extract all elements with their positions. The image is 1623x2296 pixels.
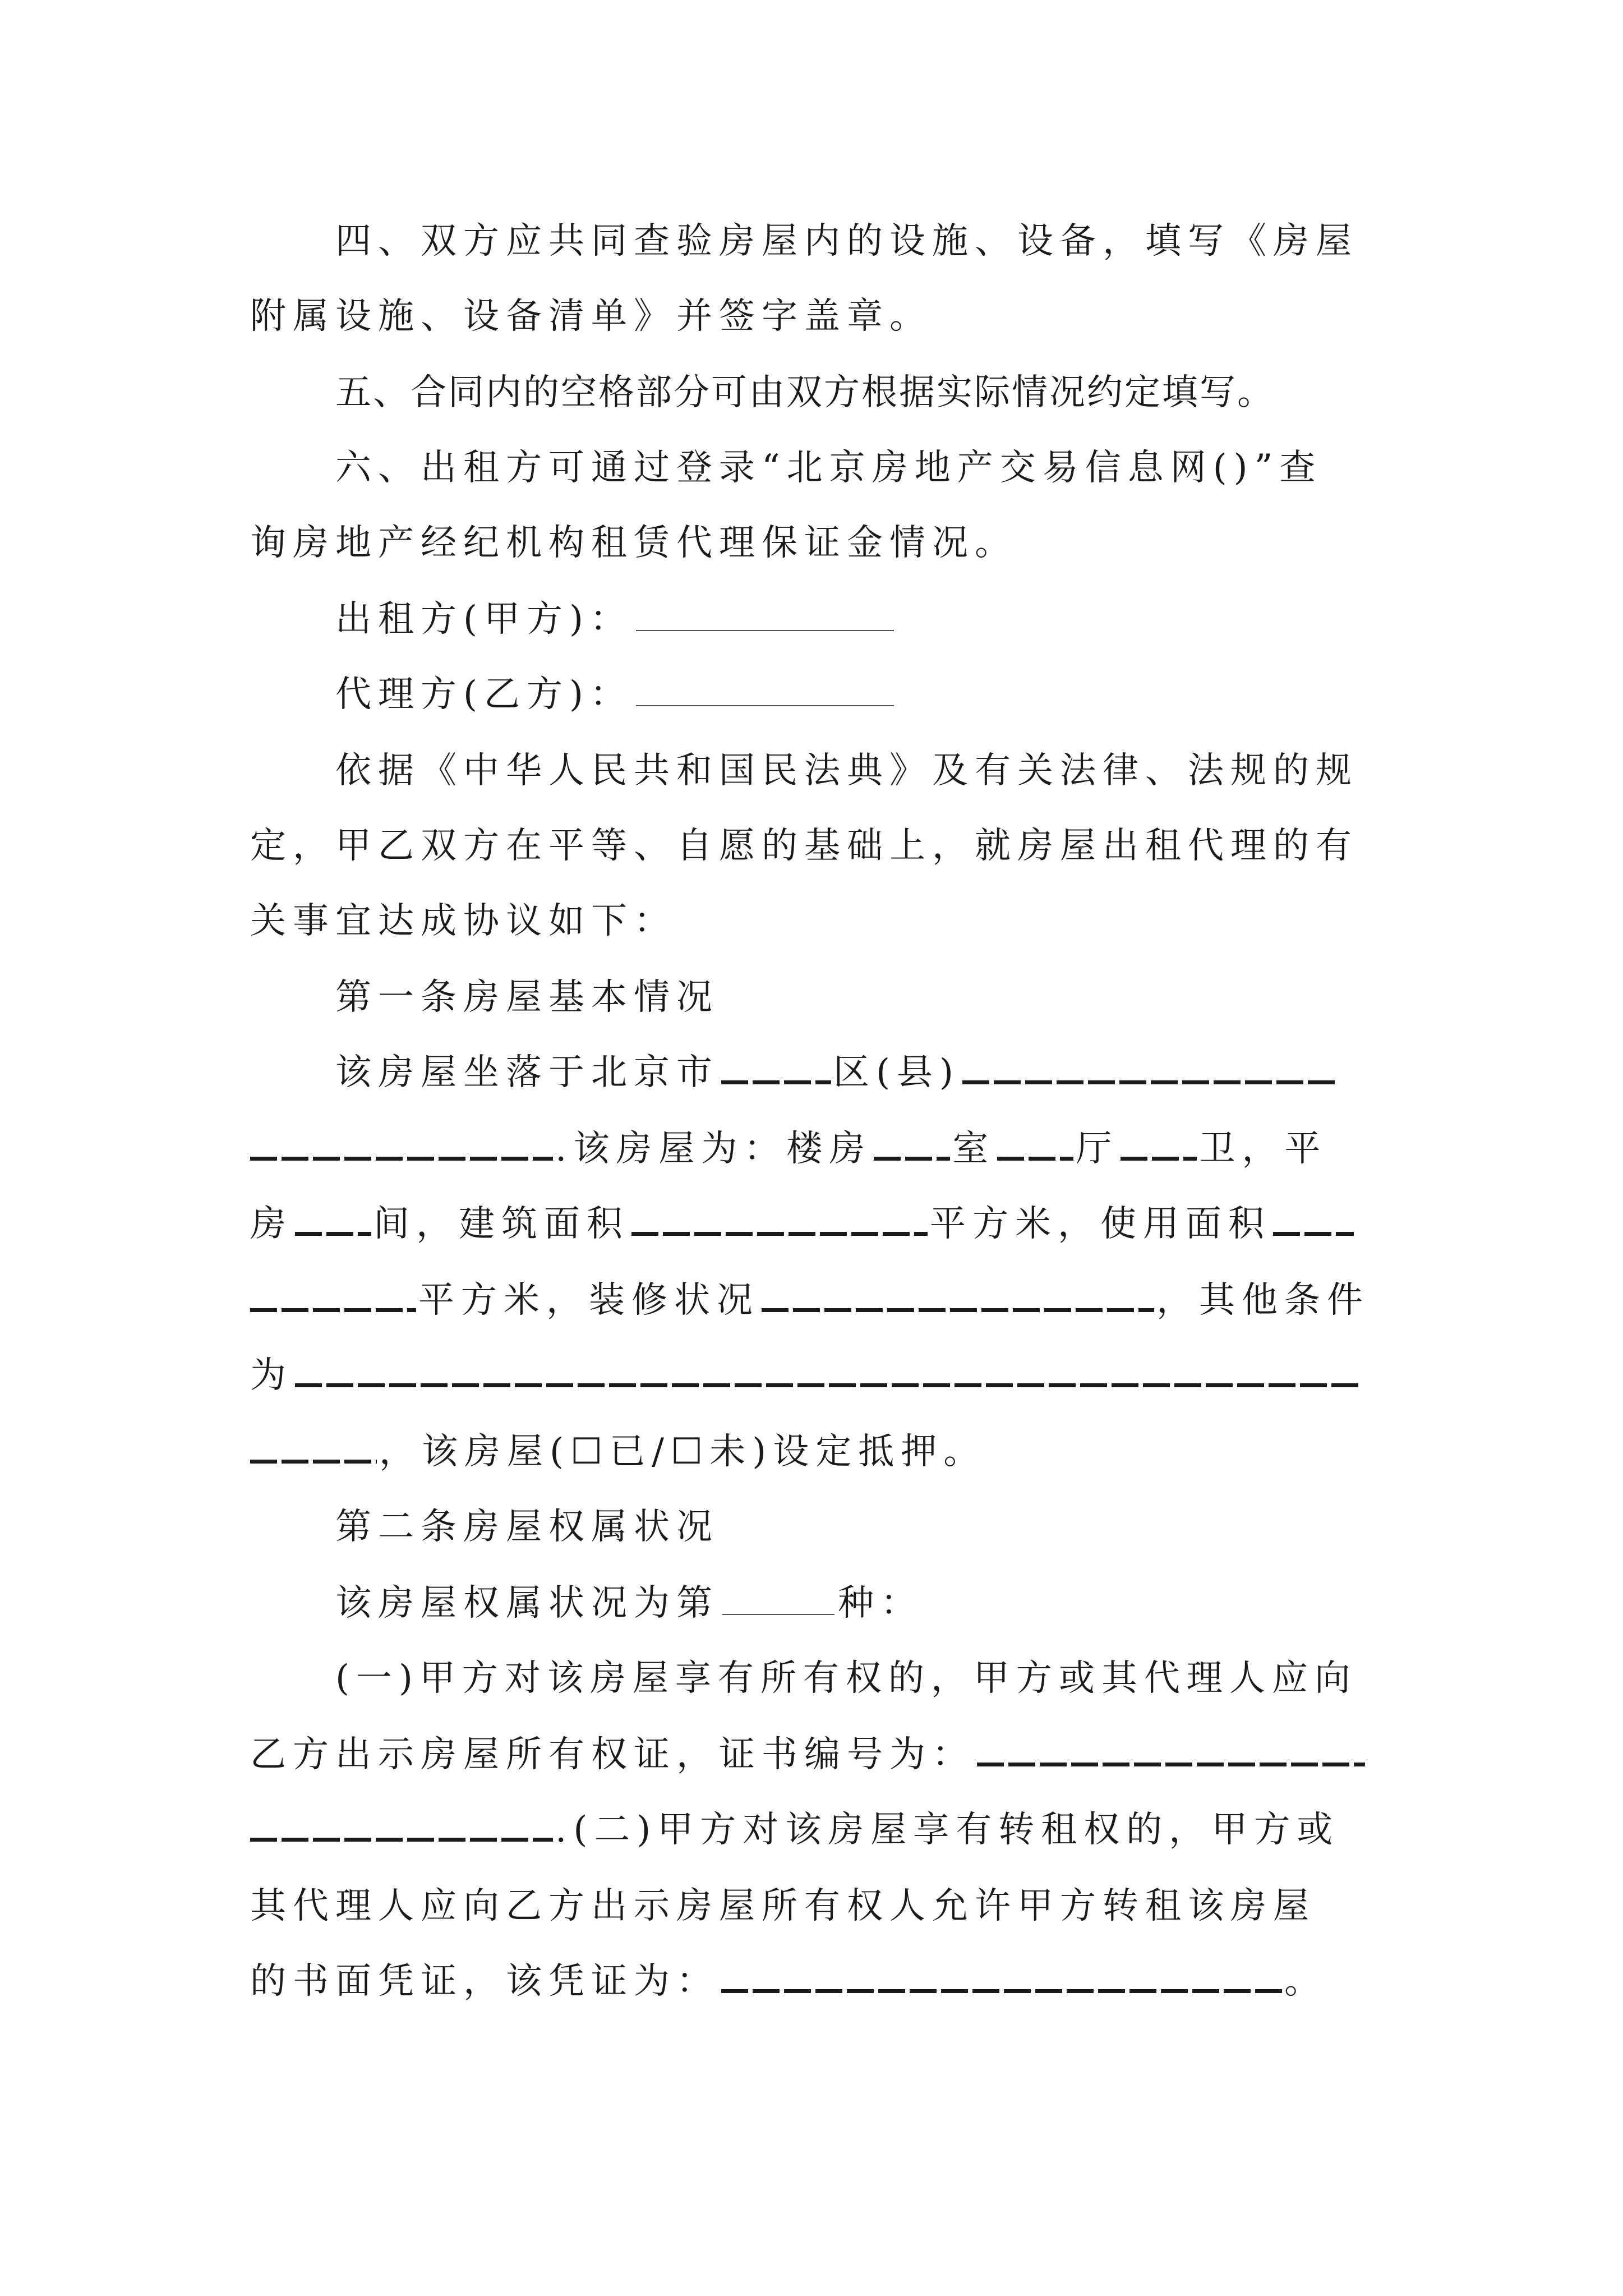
text-segment: 区(县) — [833, 1052, 960, 1093]
paragraph-line: 四、双方应共同查验房屋内的设施、设备，填写《房屋 — [335, 220, 1358, 262]
article-2-line: (一)甲方对该房屋享有所有权的，甲方或其代理人应向 — [335, 1658, 1357, 1699]
agent-signature-line — [335, 672, 897, 717]
article-1-line — [250, 1429, 986, 1474]
text-segment: .(二)甲方对该房屋享有转租权的，甲方或 — [555, 1809, 1340, 1851]
text-segment: 室 — [952, 1128, 995, 1170]
certificate-number-blank[interactable] — [977, 1737, 1365, 1766]
paragraph-line: 定，甲乙双方在平等、自愿的基础上，就房屋出租代理的有 — [250, 825, 1358, 867]
article-1-line — [335, 1050, 1339, 1095]
text-segment: .该房屋为：楼房 — [555, 1128, 872, 1170]
paragraph-line: 六、出租方可通过登录“北京房地产交易信息网()”查 — [335, 447, 1322, 489]
paragraph-line: 关事宜达成协议如下： — [250, 900, 676, 942]
bungalow-rooms-blank[interactable] — [295, 1207, 371, 1236]
paragraph-line: 询房地产经纪机构租赁代理保证金情况。 — [250, 522, 1017, 564]
text-segment: 平方米，使用面积 — [930, 1203, 1271, 1245]
decoration-blank[interactable] — [762, 1283, 1154, 1312]
sublease-voucher-blank[interactable] — [721, 1964, 1282, 1993]
article-1-line — [250, 1353, 1365, 1398]
paragraph-line: 五、合同内的空格部分可由双方根据实际情况约定填写。 — [335, 372, 1275, 413]
text-segment: 厅 — [1076, 1128, 1119, 1170]
rooms-blank[interactable] — [874, 1131, 950, 1161]
certificate-number-blank-continued[interactable] — [250, 1812, 553, 1842]
other-conditions-blank[interactable] — [295, 1358, 1363, 1387]
halls-blank[interactable] — [997, 1131, 1073, 1161]
article-2-line — [250, 1959, 1327, 2004]
article-2-line — [250, 1807, 1339, 1852]
district-blank[interactable] — [721, 1055, 831, 1084]
ownership-type-blank[interactable] — [722, 1582, 834, 1615]
article-2-line — [250, 1732, 1367, 1777]
text-segment: 种： — [838, 1582, 923, 1624]
building-area-blank[interactable] — [631, 1207, 928, 1236]
text-segment: ，其他条件 — [1156, 1280, 1370, 1321]
agent-blank[interactable] — [636, 674, 894, 706]
text-segment: 房 — [250, 1203, 293, 1245]
article-1-line — [250, 1278, 1370, 1323]
article-2-line — [335, 1581, 923, 1626]
article-1-title: 第一条房屋基本情况 — [335, 977, 719, 1018]
lessor-signature-line — [335, 597, 897, 642]
article-2-line: 其代理人应向乙方出示房屋所有权人允许甲方转租该房屋 — [250, 1885, 1316, 1927]
address-blank[interactable] — [962, 1055, 1337, 1084]
article-2-title: 第二条房屋权属状况 — [335, 1506, 719, 1548]
paragraph-line: 附属设施、设备清单》并签字盖章。 — [250, 296, 932, 337]
text-segment: 平方米，装修状况 — [418, 1280, 759, 1321]
lessor-blank[interactable] — [636, 599, 894, 631]
agent-label: 代理方(乙方)： — [335, 674, 633, 715]
text-segment: 的书面凭证，该凭证为： — [250, 1961, 719, 2002]
address-blank-continued[interactable] — [250, 1131, 553, 1161]
text-segment: 该房屋权属状况为第 — [335, 1582, 719, 1624]
article-1-line — [250, 1126, 1327, 1171]
article-1-line — [250, 1202, 1356, 1246]
lessor-label: 出租方(甲方)： — [335, 599, 633, 640]
text-segment: 为 — [250, 1355, 293, 1396]
text-segment: ，该房屋(☐已/☐未)设定抵押。 — [379, 1431, 986, 1473]
usable-area-blank[interactable] — [1273, 1207, 1354, 1236]
other-conditions-blank-continued[interactable] — [250, 1434, 377, 1464]
text-segment: 间，建筑面积 — [374, 1203, 629, 1245]
text-segment: 卫，平 — [1199, 1128, 1327, 1170]
text-segment: 该房屋坐落于北京市 — [335, 1052, 719, 1093]
text-segment: 。 — [1284, 1961, 1327, 2002]
usable-area-blank-continued[interactable] — [250, 1283, 416, 1312]
paragraph-line: 依据《中华人民共和国民法典》及有关法律、法规的规 — [335, 750, 1358, 792]
text-segment: 乙方出示房屋所有权证，证书编号为： — [250, 1734, 975, 1775]
baths-blank[interactable] — [1121, 1131, 1197, 1161]
